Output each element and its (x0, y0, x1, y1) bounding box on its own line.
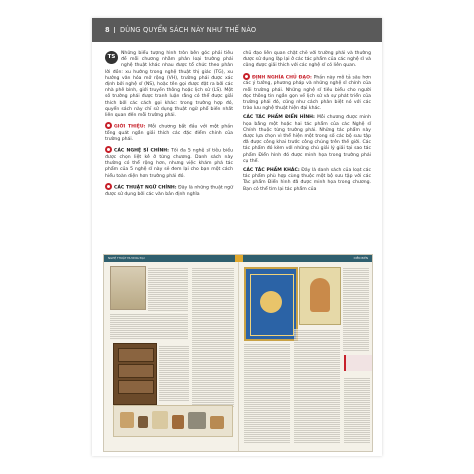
page-number: 8 (105, 26, 110, 34)
spread-text-block (192, 267, 234, 407)
section-works (243, 115, 371, 165)
section-intro-text: Mỗi chương bắt đầu với một phần tổng quát ngắn giải thích các đặc điểm chính của trường phái. (105, 124, 233, 143)
spread-text-block (148, 267, 188, 311)
section-works-label: CÁC TÁC PHẨM ĐIỂN HÌNH: (243, 115, 315, 121)
section-artists (105, 146, 233, 180)
page-header (92, 18, 382, 42)
ts-badge-icon: TS (105, 51, 118, 64)
section-intro (105, 122, 233, 143)
section-terms (105, 183, 233, 198)
intro-paragraph (105, 51, 233, 119)
section-intro-label: GIỚI THIỆU: (114, 124, 146, 130)
spread-right-header: DIỄN BIẾN (353, 256, 368, 260)
section-artists-label: CÁC NGHỆ SĨ CHÍNH: (114, 148, 169, 154)
spread-text-block (244, 343, 290, 443)
definition-icon (243, 73, 250, 80)
spread-text-block (159, 345, 189, 401)
book-page (92, 18, 382, 456)
section-definition-label: ĐỊNH NGHĨA CHỦ ĐẠO: (252, 75, 312, 81)
intro-icon (105, 122, 112, 129)
spread-text-block (294, 329, 340, 443)
section-terms-text: Đây là những thuật ngữ được sử dụng bởi các văn bản định nghĩa (105, 185, 233, 197)
section-definition-text: Phần này mô tả sâu hơn các ý tưởng, phương pháp và những nghệ sĩ chính của mỗi trường phái. Những nghệ sĩ tiêu biểu cho người đọc thông tin ngắn gọn về lịch sử và sự phát triển của trường phái đó, cũng như cách phân biệt nó với các trào lưu nghệ thuật hiện đại khác. (243, 75, 371, 112)
right-column (243, 51, 371, 196)
spread-badge-icon (235, 255, 243, 262)
section-other-text: Đây là danh sách của loạt các tác phẩm phù hợp cùng thuộc một bộ sưu tập với các Tác phẩm Điển hình đã được minh họa trong chương. Bạn có thể tìm lại tác phẩm của (243, 167, 371, 192)
artists-icon (105, 146, 112, 153)
section-artists-text: Tối đa 5 nghệ sĩ tiêu biểu được chọn liệt kê ở từng chương. Danh sách này thường có thể rộng hơn, nhưng việc khám phá tác phẩm của 5 nghệ sĩ này sẽ đem lại cho bạn một cách hiểu toàn diện hơn trường phái đó. (105, 148, 233, 179)
page-title: DÙNG QUYỂN SÁCH NÀY NHƯ THẾ NÀO (120, 26, 257, 34)
artwork-poster-image (244, 267, 298, 341)
section-other (243, 168, 371, 193)
spread-gutter (238, 262, 239, 451)
intro-text: Những biểu tượng hình tròn bên góc phải tiêu đề mỗi chương nhằm phân loại trường phái nghệ thuật khác nhau được tổ chức theo phân lời đồn: xu hướng trong nghệ thuật thị giác (TG), xu hướng văn hóa mở rộng (VH), trường phái được xác định bởi nghệ sĩ (NS), hoặc tên gọi được đặt ra bởi các nhà phê bình, giới truyền thông hoặc lịch sử (LS). Một số trường phái được tranh luận rằng có thể được giải thích bởi các cách gọi khác: trong trường hợp đó, quyển sách này chỉ sử dụng thuật ngữ phổ biến nhất liên quan đến mỗi trường phái. (105, 51, 233, 119)
header-divider (114, 27, 115, 33)
artwork-cabinet-image (113, 343, 157, 405)
spread-callout-box (344, 355, 372, 371)
terms-continuation: chủ đạo liên quan chặt chẽ với trường phái và thường được sử dụng lặp lại ở các tác phẩm của các nghệ sĩ và cũng được giải thích với các nghệ sĩ có liên quan. (243, 51, 371, 69)
section-works-text: Mỗi chương được minh họa bằng một hoặc hai tác phẩm của các Nghệ sĩ Chính thuộc từng trường phái. Những tác phẩm này được lựa chọn vì thể hiện một trong số các bộ sưu tập đã được công khai trước công chúng trên thế giới. Các tác phẩm đó kèm với những chú giải lý giải tại sao tác phẩm Điển hình đó được minh họa trong trường phái cụ thể. (243, 115, 372, 164)
left-column (105, 51, 233, 201)
artwork-bust-image (110, 266, 146, 310)
artwork-figure-image (299, 267, 341, 325)
spread-text-block (110, 313, 188, 339)
spread-text-block (343, 267, 369, 351)
section-definition (243, 73, 371, 113)
section-terms-label: CÁC THUẬT NGỮ CHÍNH: (114, 185, 177, 191)
spread-left-header: NGHỆ THUẬT ĐƯƠNG ĐẠI (108, 256, 145, 260)
sample-spread-image (103, 254, 373, 452)
terms-icon (105, 183, 112, 190)
section-other-label: CÁC TÁC PHẨM KHÁC: (243, 167, 300, 173)
spread-text-block (344, 377, 370, 443)
artwork-objects-image (113, 405, 233, 437)
